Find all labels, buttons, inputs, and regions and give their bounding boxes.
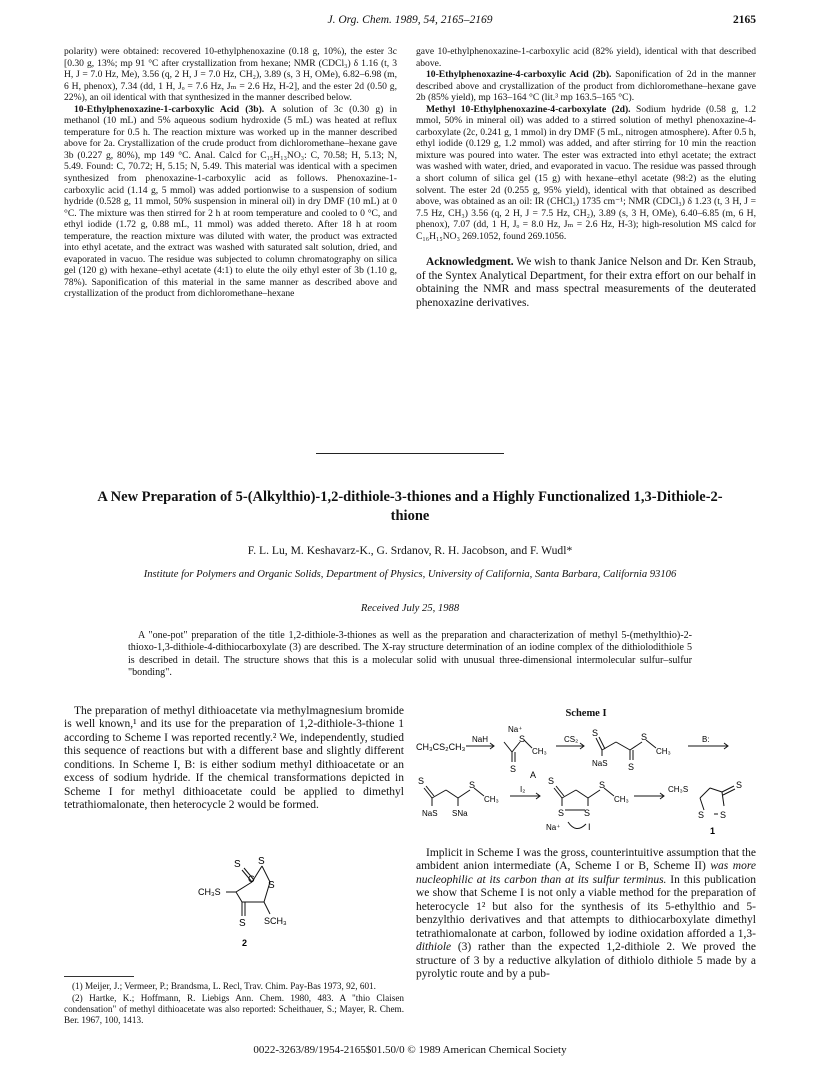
atom-label: I [588,822,591,832]
paragraph: gave 10-ethylphenoxazine-1-carboxylic acid (82% yield), identical with that described above. [416,46,756,69]
atom-label: CH₃ [656,747,671,756]
received-date: Received July 25, 1988 [360,603,460,614]
structure-2-diagram [190,852,300,952]
reagent-label: B: [702,735,710,744]
footnote: (2) Hartke, K.; Hoffmann, R. Liebigs Ann. Chem. 1980, 483. A "thio Claisen condensation" of methyl dithioacetate was also reported: Scheithauer, S.; Mayer, R. Chem. Ber. 1967, 100, 1413. [64,992,404,1025]
atom-label: SNa [452,809,468,818]
atom-label: S [418,776,425,786]
scheme-1-diagram [416,722,756,840]
atom-label: S [584,808,591,818]
atom-label: C [248,874,255,884]
acknowledgment-heading: Acknowledgment. [426,256,514,269]
atom-label: S [558,808,565,818]
article-affiliation: Institute for Polymers and Organic Solids, Department of Physics, University of California, Santa Barbara, California 93106 [143,569,677,580]
atom-label: S [268,880,275,891]
paragraph-text: Saponification of 2d in the manner described above and crystallization of the product from dichloromethane–hexane gave 2b (85% yield), mp 163–164 °C (lit.³ mp 163.5–165 °C). [416,69,756,104]
paragraph: polarity) were obtained: recovered 10-ethylphenoxazine (0.18 g, 10%), the ester 3c [0.30 g, 13%; mp 91 °C after crystallization from hexane; NMR (CDCl₃) δ 1.16 (t, 3 H, J = 7.0 Hz, Me), 3.56 (q, 2 H, J = 7.0 Hz, CH₂), 3.89 (s, 3 H, OMe), 6.82–6.98 (m, 6 H, phenox), 7.34 (dd, 1 H, Jₒ = 7.6 Hz, Jₘ = 2.6 Hz, H-2], and the ester 2d (0.50 g, 22%), an oil identical with that synthesized in the manner described below. [64,46,397,104]
journal-citation: J. Org. Chem. 1989, 54, 2165–2169 [327,14,493,26]
emphasis-text: dithiole [416,941,452,954]
atom-label: S [592,728,599,738]
reactant-label: CH₃CS₂CH₃ [416,742,466,752]
running-header [64,14,756,30]
atom-label: S [258,856,265,867]
atom-label: CH₃ [532,747,547,756]
atom-label: S [519,734,526,744]
acknowledgment [416,256,756,310]
intermediate-label: A [530,770,537,780]
paragraph: The preparation of methyl dithioacetate via methylmagnesium bromide is well known,¹ and its use for the preparation of 1,2-dithiole-3-thione 1 according to Scheme I was reported recently.² We, independently, studied this sequence of reactions but with a different base and slightly different conditions. In Scheme I, B: is either sodium methyl dithioacetate or an excess of sodium hydride. If the chemical transformations depicted in Scheme I for methyl dithioacetate could be applied to dimethyl tetrathiomalonate, then heterocycle 2 would be formed. [64,705,404,812]
section-heading: Methyl 10-Ethylphenoxazine-4-carboxylate (2d). [426,103,631,115]
atom-label: S [641,732,648,742]
atom-label: S [510,764,517,774]
atom-label: S [599,780,606,790]
paragraph [416,104,756,243]
paragraph-text: Implicit in Scheme I was the gross, counterintuitive assumption that the ambident anion intermediate (A, Scheme I or B, Scheme II) [416,847,756,873]
previous-article-right-column [416,46,756,310]
paragraph [64,104,397,300]
compound-number: 1 [710,826,716,836]
atom-label: S [628,762,635,772]
paragraph-text: (3) rather than the expected 1,2-dithiole 2. We proved the structure of 3 by a reductive alkylation of dithiolo dithiole 5 made by a pyrolytic route and by a pub- [416,941,756,981]
reagent-label: CS₂ [564,735,579,744]
paragraph-text: In this publication we show that Scheme I is not only a viable method for the preparation of heterocycle 1² but also for the synthesis of its 5-ethylthio and 5-benzylthio derivatives and that attempts to dithiocarboxylate dimethyl tetrathiomalonate at carbon, followed by iodine oxidation afforded a 1,3- [416,873,756,940]
paragraph [416,69,756,104]
footnotes [64,981,404,1027]
atom-label: CH₃S [198,887,221,897]
atom-label: NaS [592,759,608,768]
paragraph [416,847,756,982]
intro-left-column [64,705,404,813]
footnote: (1) Meijer, J.; Vermeer, P.; Brandsma, L. Recl, Trav. Chim. Pay-Bas 1973, 92, 601. [72,981,376,991]
article-divider [316,453,504,454]
atom-label: S [469,780,476,790]
copyright-footer: 0022-3263/89/1954-2165$01.50/0 © 1989 American Chemical Society [253,1044,567,1056]
paragraph-text: A solution of 3c (0.30 g) in methanol (10 mL) and 5% aqueous sodium hydroxide (5 mL) was heated at reflux temperature for 0.5 h. The reaction mixture was worked up in the manner described above for 2a. Crystallization of the crude product from dichloromethane–hexane gave 3b (0.227 g, 80%), mp 149 °C. Anal. Calcd for C₁₅H₁₃NO₃: C, 70.58; H, 5.13; N, 5.49. Found: C, 70.72; H, 5.15; N, 5.49. This material was identical with a specimen synthesized from phenoxazine-1-carboxylic acid as follows. Phenoxazine-1-carboxylic acid (1.14 g, 5 mmol) was added portionwise to a suspension of sodium hydride (0.528 g, 11 mmol, 50% suspension in mineral oil) in dry DMF (10 mL) at 0 °C. The mixture was then stirred for 2 h at room temperature and cooled to 0 °C, and ethyl iodide (1.72 g, 0.88 mL, 11 mmol) was added thereto. After 18 h at room temperature, the reaction mixture was diluted with water, the product was extracted into ethyl acetate, and the extract was washed with saturated salt solution, dried, and evaporated in vacuo. The residue was subjected to column chromatography on silica gel (120 g) with hexane–ethyl acetate (4:1) to elute the oily ethyl ester of 3b (1.10 g, 78%). Saponification of this material in the same manner as described above and crystallization of the product from dichloromethane–hexane [64,103,397,300]
atom-label: S [720,810,727,820]
scheme-label: Scheme I [565,708,607,719]
footnote-rule [64,976,134,977]
abstract: A "one-pot" preparation of the title 1,2-dithiole-3-thiones as well as the preparation and characterization of methyl 5-(methylthio)-2-thioxo-1,3-dithiole-4-dithiocarboxylate (3) are described. The X-ray structure determination of an iodine complex of the dithiolodithiole 5 is described in detail. The structure shows that this is a molecular solid with unusual three-dimensional intermolecular sulfur–sulfur "bonding". [128,630,692,678]
atom-label: S [736,780,743,790]
reagent-label: I₂ [520,785,526,794]
previous-article-left-column [64,46,397,300]
atom-label: SCH₃ [264,916,287,926]
article-authors: F. L. Lu, M. Keshavarz-K., G. Srdanov, R. H. Jacobson, and F. Wudl* [247,544,573,557]
atom-label: CH₃ [484,795,499,804]
intro-right-column [416,847,756,982]
atom-label: S [698,810,705,820]
atom-label: S [548,776,555,786]
section-heading: 10-Ethylphenoxazine-1-carboxylic Acid (3b). [74,103,265,115]
atom-label: CH₃S [668,785,689,794]
atom-label: NaS [422,809,438,818]
compound-number: 2 [242,938,248,948]
emphasis-text: was more nucleophilic at its carbon than at its sulfur terminus. [416,860,756,886]
section-heading: 10-Ethylphenoxazine-4-carboxylic Acid (2b). [426,69,612,81]
atom-label: S [234,859,241,870]
article-title: A New Preparation of 5-(Alkylthio)-1,2-dithiole-3-thiones and a Highly Functionalized 1,3-Dithiole-2-thione [97,489,723,524]
acknowledgment-text: We wish to thank Janice Nelson and Dr. Ken Straub, of the Syntex Analytical Department, for their extra effort on our behalf in obtaining the NMR and mass spectral measurements of the deuterated phenoxazine derivatives. [416,256,756,309]
counterion-label: Na⁺ [508,725,523,734]
reagent-label: NaH [472,735,489,744]
page-number: 2165 [733,14,756,26]
atom-label: CH₃ [614,795,629,804]
paragraph-text: Sodium hydride (0.58 g, 1.2 mmol, 50% in mineral oil) was added to a stirred solution of methyl phenoxazine-4-carboxylate (2c, 0.241 g, 1 mmol) in dry DMF (5 mL, nitrogen atmosphere). After 0.5 h, ethyl iodide (0.129 g, 1.2 mmol) was added, and after stirring for 10 min the reaction mixture was poured into water. The ester was extracted into ethyl acetate; the extract was washed with water, dried, and evaporated in vacuo. The residue was passed through a short column of silica gel (15 g) with hexane–ethyl acetate (98:2) as the eluting solvent. The ester 2d (0.255 g, 95% yield), identical with that obtained as described above, was obtained as an oil: IR (CHCl₃) 1735 cm⁻¹; NMR (CDCl₃) δ 1.23 (t, 3 H, J = 7.5 Hz, CH₃) 3.56 (q, 2 H, J = 7.5 Hz, CH₂), 3.89 (s, 3 H, OMe), 6.40–6.85 (m, 6 H, phenox), 7.07 (dd, 1 H, Jₒ = 8.0 Hz, Jₘ = 2.6 Hz, H-3); high-resolution MS calcd for C₁₆H₁₅NO₃ 269.1052, found 269.1056. [416,103,756,242]
counterion-label: Na⁺ [546,823,561,832]
atom-label: S [239,918,246,929]
